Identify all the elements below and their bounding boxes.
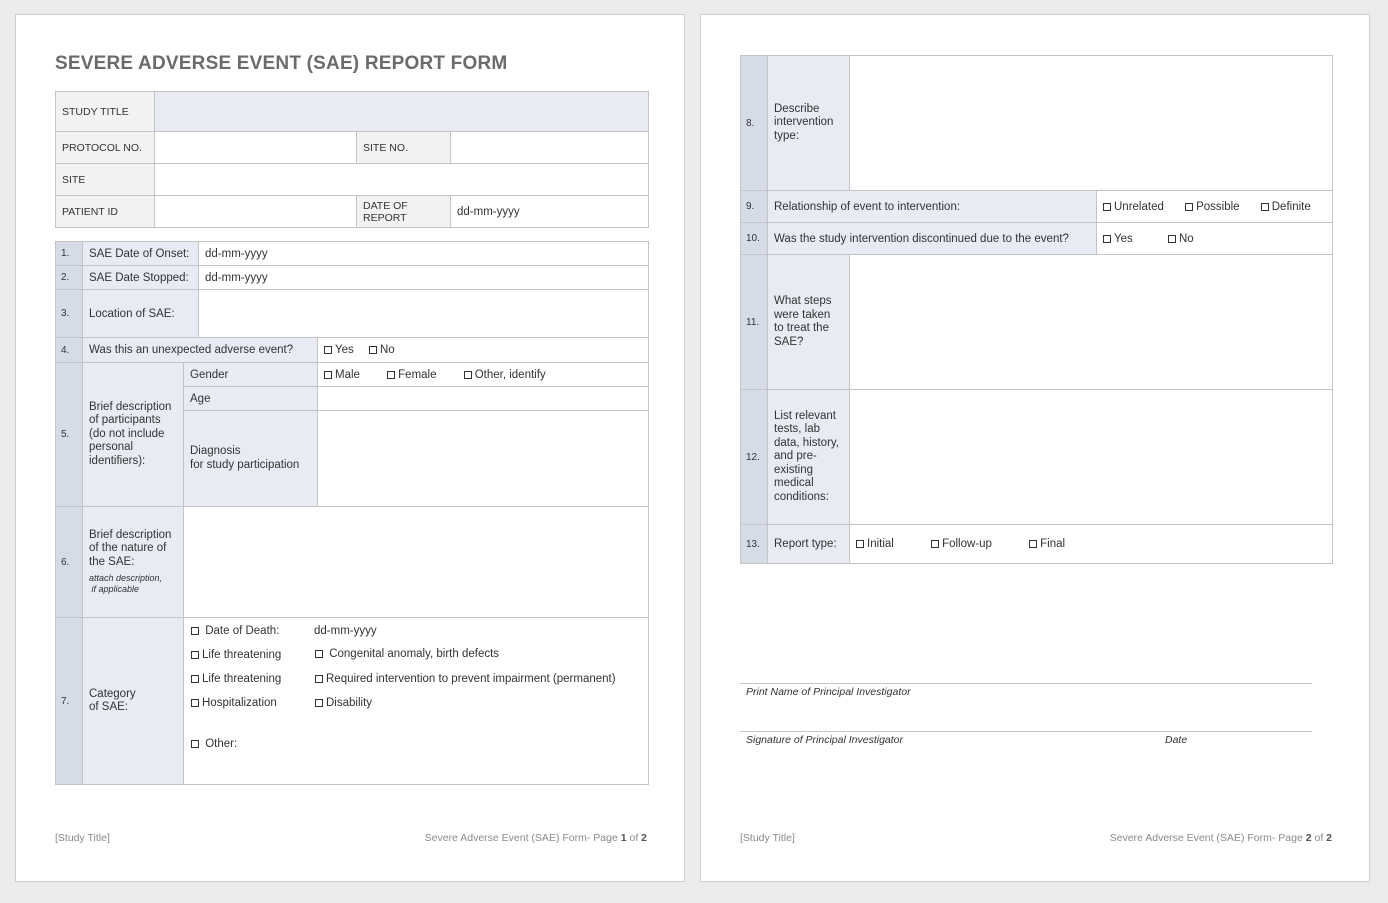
follow-up-checkbox[interactable] xyxy=(931,540,939,548)
definite-label: Definite xyxy=(1271,200,1311,213)
question-number: 9. xyxy=(741,191,768,223)
discontinued-options xyxy=(1097,223,1333,255)
gender-label: Gender xyxy=(184,363,318,387)
unrelated-checkbox[interactable] xyxy=(1103,203,1111,211)
question-row-9 xyxy=(741,191,1333,223)
male-checkbox[interactable] xyxy=(324,371,332,379)
protocol-no-label: PROTOCOL NO. xyxy=(56,132,155,164)
category-label: Category of SAE: xyxy=(83,618,184,785)
steps-taken-field[interactable] xyxy=(850,255,1333,390)
age-field[interactable] xyxy=(318,387,649,411)
date-of-death-checkbox[interactable] xyxy=(191,627,199,635)
date-of-report-label: DATE OF REPORT xyxy=(357,196,451,228)
question-number: 2. xyxy=(56,266,83,290)
nature-label xyxy=(83,507,184,618)
relationship-label: Relationship of event to intervention: xyxy=(768,191,1097,223)
question-number: 13. xyxy=(741,525,768,564)
question-number: 8. xyxy=(741,56,768,191)
page-title: SEVERE ADVERSE EVENT (SAE) REPORT FORM xyxy=(55,53,508,74)
unrelated-label: Unrelated xyxy=(1114,200,1164,213)
site-no-label: SITE NO. xyxy=(357,132,451,164)
form-page-1 xyxy=(15,14,685,882)
question-row-12 xyxy=(741,390,1333,525)
site-field[interactable] xyxy=(155,164,649,196)
final-checkbox[interactable] xyxy=(1029,540,1037,548)
category-options xyxy=(184,618,649,785)
life-threatening-label: Life threatening xyxy=(202,649,282,661)
location-field[interactable] xyxy=(199,290,649,338)
report-type-options xyxy=(850,525,1333,564)
life-threatening-2-label: Life threatening xyxy=(202,673,282,685)
question-row-3 xyxy=(56,290,649,338)
question-row-1 xyxy=(56,242,649,266)
required-intervention-label: Required intervention to prevent impairment (permanent) xyxy=(326,673,616,685)
study-title-field[interactable] xyxy=(155,92,649,132)
life-threatening-checkbox[interactable] xyxy=(191,651,199,659)
question-row-6 xyxy=(56,507,649,618)
nature-label-text: Brief description of the nature of the SAE: xyxy=(89,528,172,568)
footer-study-title: [Study Title] xyxy=(740,832,795,844)
hospitalization-label: Hospitalization xyxy=(202,697,277,709)
intervention-type-field[interactable] xyxy=(850,56,1333,191)
other-gender-label: Other, identify xyxy=(474,368,546,381)
yes-checkbox[interactable] xyxy=(324,346,332,354)
question-number: 6. xyxy=(56,507,83,618)
female-label: Female xyxy=(398,368,437,381)
possible-checkbox[interactable] xyxy=(1185,203,1193,211)
patient-id-field[interactable] xyxy=(155,196,357,228)
initial-checkbox[interactable] xyxy=(856,540,864,548)
life-threatening-2-checkbox[interactable] xyxy=(191,675,199,683)
male-label: Male xyxy=(335,368,360,381)
footer-page-number: Severe Adverse Event (SAE) Form- Page 1 of 2 xyxy=(424,832,647,844)
no-label: No xyxy=(379,344,395,356)
other-gender-checkbox[interactable] xyxy=(464,371,472,379)
study-title-label: STUDY TITLE xyxy=(56,92,155,132)
required-intervention-checkbox[interactable] xyxy=(315,675,323,683)
protocol-no-field[interactable] xyxy=(155,132,357,164)
question-row-8 xyxy=(741,56,1333,191)
question-number: 1. xyxy=(56,242,83,266)
congenital-anomaly-checkbox[interactable] xyxy=(315,650,323,658)
footer-study-title: [Study Title] xyxy=(55,832,110,844)
stopped-date-label: SAE Date Stopped: xyxy=(83,266,199,290)
question-row-5 xyxy=(56,363,649,387)
attach-note: attach description, if applicable xyxy=(89,573,163,595)
diagnosis-field[interactable] xyxy=(318,411,649,507)
sae-questions-table-continued xyxy=(740,55,1333,564)
female-checkbox[interactable] xyxy=(387,371,395,379)
participants-label: Brief description of participants (do not include personal identifiers): xyxy=(83,363,184,507)
patient-id-label: PATIENT ID xyxy=(56,196,155,228)
yes-label: Yes xyxy=(1114,232,1133,245)
date-label: Date xyxy=(1165,734,1188,746)
question-number: 7. xyxy=(56,618,83,785)
discontinued-label: Was the study intervention discontinued due to the event? xyxy=(768,223,1097,255)
sae-questions-table xyxy=(55,241,649,785)
unexpected-event-options xyxy=(318,338,649,363)
unexpected-event-label: Was this an unexpected adverse event? xyxy=(83,338,318,363)
footer-page-number: Severe Adverse Event (SAE) Form- Page 2 of 2 xyxy=(1109,832,1332,844)
initial-label: Initial xyxy=(867,538,894,550)
form-page-2 xyxy=(700,14,1370,882)
steps-taken-label: What steps were taken to treat the SAE? xyxy=(768,255,850,390)
possible-label: Possible xyxy=(1196,200,1240,213)
question-number: 11. xyxy=(741,255,768,390)
question-number: 5. xyxy=(56,363,83,507)
site-label: SITE xyxy=(56,164,155,196)
relationship-options xyxy=(1097,191,1333,223)
question-row-10 xyxy=(741,223,1333,255)
follow-up-label: Follow-up xyxy=(942,538,992,550)
question-row-13 xyxy=(741,525,1333,564)
question-number: 4. xyxy=(56,338,83,363)
location-label: Location of SAE: xyxy=(83,290,199,338)
question-row-11 xyxy=(741,255,1333,390)
age-label: Age xyxy=(184,387,318,411)
no-checkbox[interactable] xyxy=(369,346,377,354)
diagnosis-label-line1: Diagnosis xyxy=(190,445,241,457)
diagnosis-label-line2: for study participation xyxy=(190,458,300,471)
signature-line[interactable] xyxy=(740,731,1312,732)
nature-field[interactable] xyxy=(184,507,649,618)
no-label: No xyxy=(1178,232,1194,245)
date-of-death-value[interactable]: dd-mm-yyyy xyxy=(314,625,377,637)
no-checkbox[interactable] xyxy=(1168,235,1176,243)
date-of-report-field[interactable]: dd-mm-yyyy xyxy=(451,196,649,228)
question-row-2 xyxy=(56,266,649,290)
other-category-checkbox[interactable] xyxy=(191,740,199,748)
yes-checkbox[interactable] xyxy=(1103,235,1111,243)
final-label: Final xyxy=(1040,538,1066,550)
relevant-tests-label: List relevant tests, lab data, history, and pre-existing medical conditions: xyxy=(768,390,850,525)
date-of-death-label: Date of Death: xyxy=(205,625,280,637)
diagnosis-label xyxy=(184,411,318,507)
gender-options xyxy=(318,363,649,387)
question-number: 3. xyxy=(56,290,83,338)
question-row-7 xyxy=(56,618,649,785)
disability-label: Disability xyxy=(326,697,373,709)
question-number: 12. xyxy=(741,390,768,525)
disability-checkbox[interactable] xyxy=(315,699,323,707)
other-category-label: Other: xyxy=(205,738,238,750)
definite-checkbox[interactable] xyxy=(1261,203,1269,211)
question-row-4 xyxy=(56,338,649,363)
study-info-table xyxy=(55,91,649,228)
report-type-label: Report type: xyxy=(768,525,850,564)
question-number: 10. xyxy=(741,223,768,255)
hospitalization-checkbox[interactable] xyxy=(191,699,199,707)
stopped-date-field[interactable]: dd-mm-yyyy xyxy=(199,266,649,290)
print-name-label: Print Name of Principal Investigator xyxy=(746,686,911,698)
signature-label: Signature of Principal Investigator xyxy=(746,734,904,746)
relevant-tests-field[interactable] xyxy=(850,390,1333,525)
yes-label: Yes xyxy=(335,344,354,356)
congenital-anomaly-label: Congenital anomaly, birth defects xyxy=(329,648,500,660)
onset-date-label: SAE Date of Onset: xyxy=(83,242,199,266)
site-no-field[interactable] xyxy=(451,132,649,164)
print-name-line[interactable] xyxy=(740,683,1312,684)
intervention-type-label: Describe intervention type: xyxy=(768,56,850,191)
onset-date-field[interactable]: dd-mm-yyyy xyxy=(199,242,649,266)
